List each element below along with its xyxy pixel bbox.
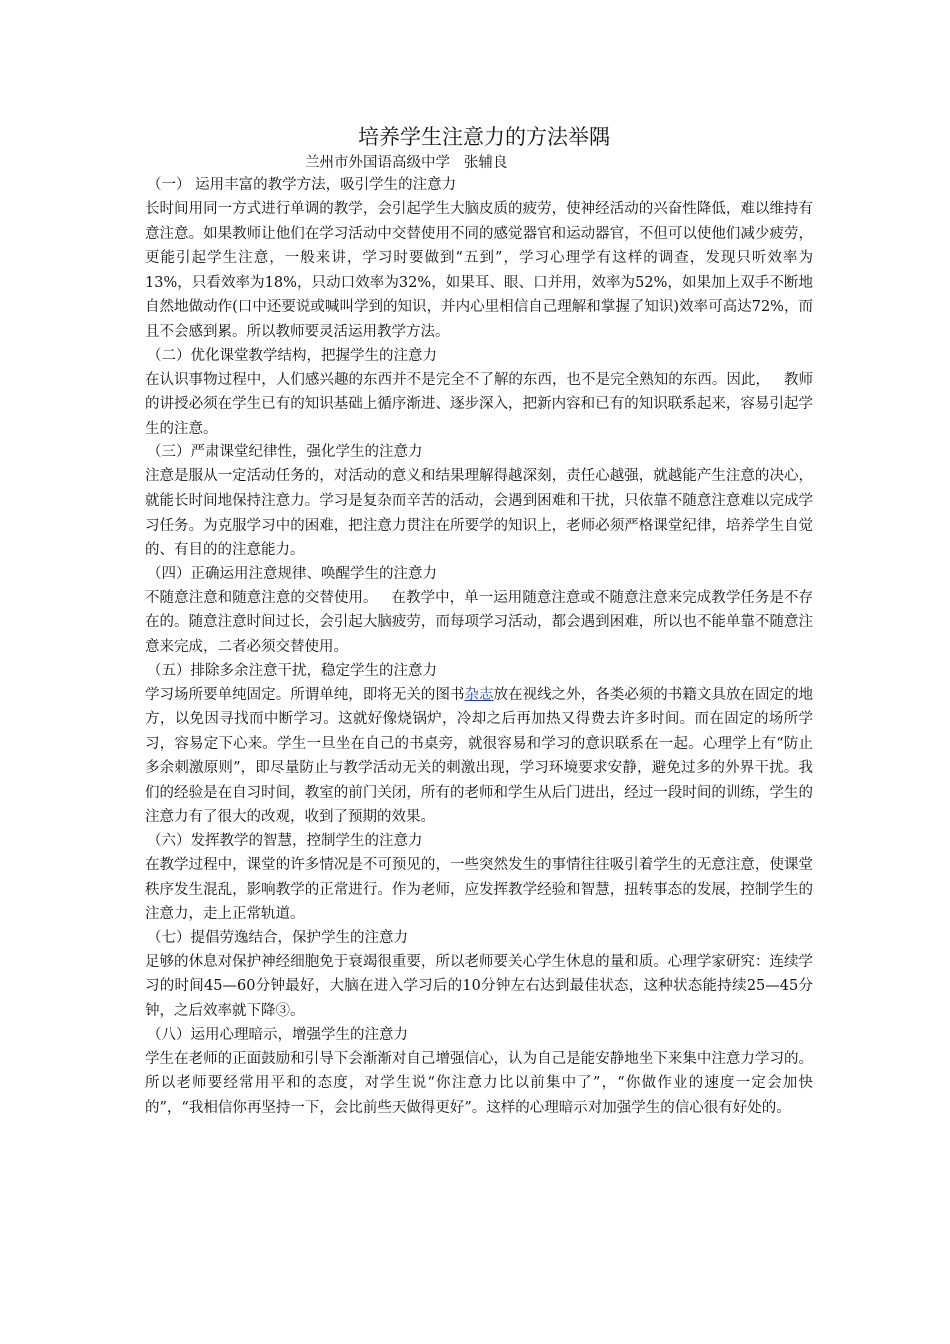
section-2 (145, 345, 813, 442)
document-page (145, 122, 813, 1120)
section-heading: （三）严肃课堂纪律性，强化学生的注意力 (147, 444, 423, 461)
magazine-link[interactable]: 杂志 (464, 686, 494, 703)
section-heading: （二）优化课堂教学结构，把握学生的注意力 (147, 347, 437, 364)
section-heading: （八）运用心理暗示，增强学生的注意力 (147, 1026, 408, 1043)
section-heading: （六）发挥教学的智慧，控制学生的注意力 (147, 833, 423, 850)
section-body (145, 683, 813, 831)
section-5 (145, 660, 813, 831)
section-body-text: 学习场所要单纯固定。所谓单纯，即将无关的图书 (145, 686, 465, 703)
section-6 (145, 830, 813, 927)
section-heading: （七）提倡劳逸结合，保护学生的注意力 (147, 929, 408, 946)
section-7 (145, 927, 813, 1024)
section-body: 在认识事物过程中，人们感兴趣的东西并不是完全不了解的东西，也不是完全熟知的东西。因此， 教师的讲授必须在学生已有的知识基础上循序渐进、逐步深入，把新内容和已有的知识联系起来，容易引起学生的注意。 (145, 371, 813, 437)
section-1 (145, 174, 813, 345)
section-body: 足够的休息对保护神经细胞免于衰竭很重要，所以老师要关心学生休息的量和质。心理学家研究：连续学习的时间45—60分钟最好，大脑在进入学习后的10分钟左右达到最佳状态，这种状态能持续25—45分钟，之后效率就下降③。 (145, 953, 813, 1020)
section-heading: （五）排除多余注意干扰，稳定学生的注意力 (147, 662, 437, 679)
section-body: 长时间用同一方式进行单调的教学，会引起学生大脑皮质的疲劳，使神经活动的兴奋性降低，难以维持有意注意。如果教师让他们在学习活动中交替使用不同的感觉器官和运动器官，不但可以使他们减少疲劳，更能引起学生注意，一般来讲，学习时要做到“五到”，学习心理学有这样的调查，发现只听效率为13%，只看效率为18%，只动口效率为32%，如果耳、眼、口并用，效率为52%，如果加上双手不断地自然地做动作(口中还要说或喊叫学到的知识，并内心里相信自己理解和掌握了知识)效率可高达72%，而且不会感到累。所以教师要灵活运用教学方法。 (145, 201, 813, 340)
section-8 (145, 1024, 813, 1121)
document-author: 兰州市外国语高级中学 张辅良 (305, 155, 508, 171)
document-title: 培养学生注意力的方法举隅 (358, 125, 610, 149)
section-heading: （四）正确运用注意规律、唤醒学生的注意力 (147, 565, 437, 582)
section-body-text: 放在视线之外，各类必须的书籍文具放在固定的地方，以免因寻找而中断学习。这就好像烧锅炉，冷却之后再加热又得费去许多时间。而在固定的场所学习，容易定下心来。学生一旦坐在自己的书桌旁，就很容易和学习的意识联系在一起。心理学上有“防止多余刺激原则”，即尽量防止与教学活动无关的刺激出现，学习环境要求安静，避免过多的外界干扰。我们的经验是在自习时间，教室的前门关闭，所有的老师和学生从后门进出，经过一段时间的训练，学生的注意力有了很大的改观，收到了预期的效果。 (145, 686, 814, 826)
section-body: 注意是服从一定活动任务的，对活动的意义和结果理解得越深刻，责任心越强，就越能产生注意的决心，就能长时间地保持注意力。学习是复杂而辛苦的活动，会遇到困难和干扰，只依靠不随意注意难以完成学习任务。为克服学习中的困难，把注意力贯注在所要学的知识上，老师必须严格课堂纪律，培养学生自觉的、有目的的注意能力。 (145, 468, 813, 559)
section-body: 不随意注意和随意注意的交替使用。 在教学中，单一运用随意注意或不随意注意来完成教学任务是不存在的。随意注意时间过长，会引起大脑疲劳，而每项学习活动，都会遇到困难，所以也不能单靠不随意注意来完成，二者必须交替使用。 (145, 589, 813, 655)
section-body: 在教学过程中，课堂的许多情况是不可预见的，一些突然发生的事情往往吸引着学生的无意注意，使课堂秩序发生混乱，影响教学的正常进行。作为老师，应发挥教学经验和智慧，扭转事态的发展，控制学生的注意力，走上正常轨道。 (145, 857, 813, 923)
section-4 (145, 563, 813, 660)
section-body: 学生在老师的正面鼓励和引导下会渐渐对自己增强信心，认为自己是能安静地坐下来集中注意力学习的。所以老师要经常用平和的态度，对学生说“你注意力比以前集中了”，“你做作业的速度一定会加快的”，“我相信你再坚持一下，会比前些天做得更好”。这样的心理暗示对加强学生的信心很有好处的。 (145, 1050, 813, 1116)
section-heading: （一） 运用丰富的教学方法，吸引学生的注意力 (147, 177, 457, 193)
section-3 (145, 441, 813, 562)
